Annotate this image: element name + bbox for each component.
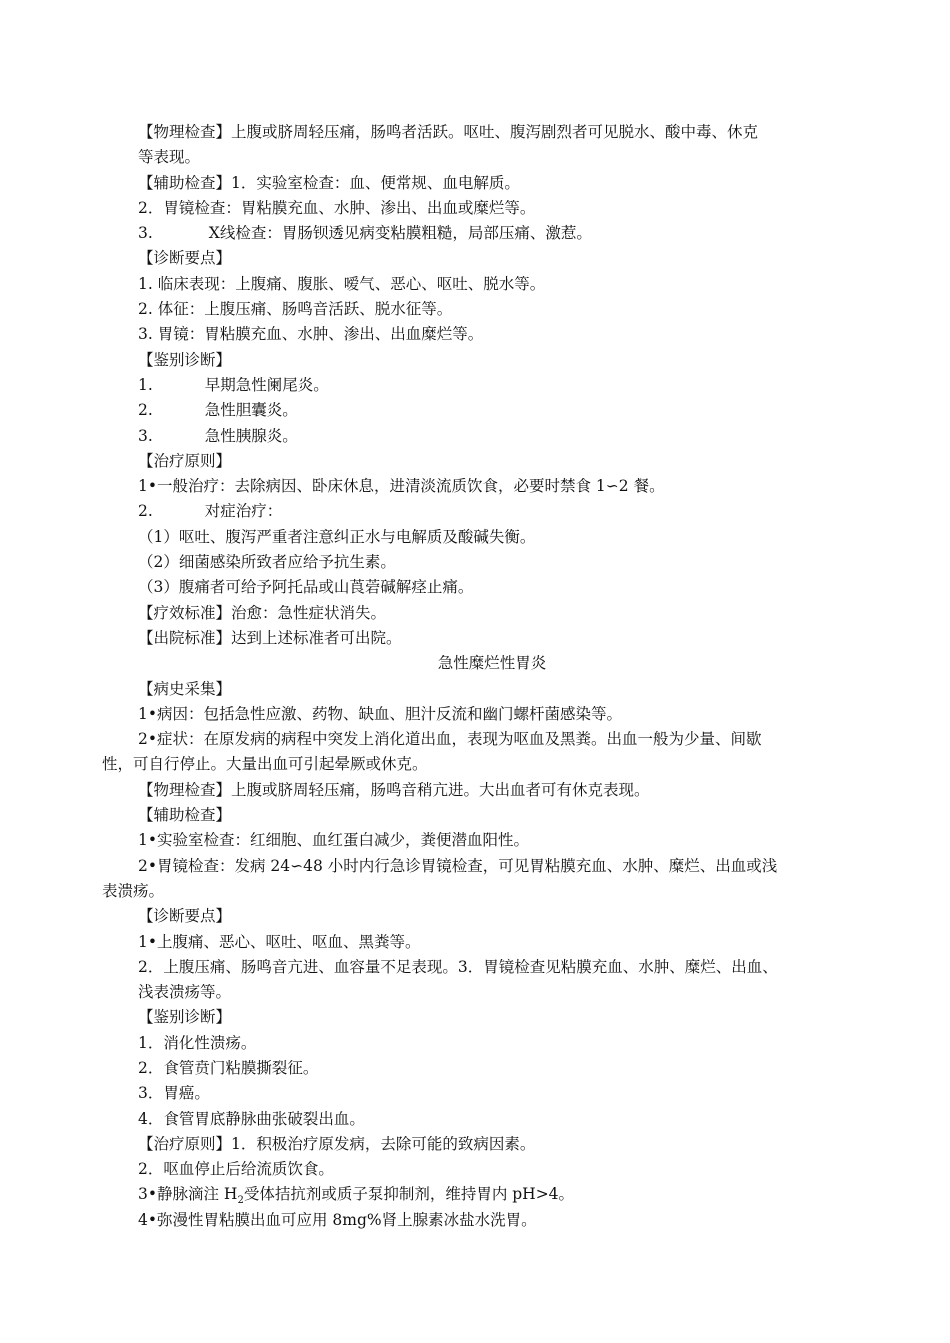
discharge-standard: 【出院标准】达到上述标准者可出院。 (138, 628, 402, 647)
differential-item-2 (102, 398, 882, 423)
differential2-item-1: 1．消化性溃疡。 (138, 1033, 257, 1052)
treatment-item-1: 1•一般治疗：去除病因、卧床休息，进清淡流质饮食，必要时禁食 1∽2 餐。 (138, 477, 665, 496)
treatment2-item-3 (102, 1182, 882, 1207)
physical-exam-line: 【物理检查】上腹或脐周轻压痛，肠鸣者活跃。呕吐、腹泻剧烈者可见脱水、酸中毒、休克 (138, 123, 759, 141)
treatment-heading: 【治疗原则】 (138, 451, 232, 470)
treatment-sub-2: （2）细菌感染所致者应给予抗生素。 (138, 553, 396, 572)
xray-number: 3. (138, 224, 153, 243)
item-text: 早期急性阑尾炎。 (204, 375, 329, 394)
diagnosis-item-3: 3. 胃镜：胃粘膜充血、水肿、渗出、出血糜烂等。 (138, 325, 484, 344)
xray-text: X线检查：胃肠钡透见病变粘膜粗糙，局部压痛、激惹。 (208, 224, 592, 243)
auxiliary-exam-line: 【辅助检查】1．实验室检查：血、便常规、血电解质。 (138, 173, 520, 192)
history-symptom: 2•症状：在原发病的病程中突发上消化道出血，表现为呕血及黑粪。出血一般为少量、间歇 (138, 730, 762, 749)
lab-exam-line: 1•实验室检查：红细胞、血红蛋白减少，粪便潜血阳性。 (138, 831, 530, 850)
history-heading: 【病史采集】 (138, 679, 232, 698)
xray-line (102, 221, 882, 246)
history-symptom-cont: 性，可自行停止。大量出血可引起晕厥或休克。 (102, 755, 428, 774)
subscript: 2 (237, 1195, 244, 1207)
diagnosis-item-1: 1. 临床表现：上腹痛、腹胀、嗳气、恶心、呕吐、脱水等。 (138, 274, 546, 293)
treatment-sub-3: （3）腹痛者可给予阿托品或山莨菪碱解痉止痛。 (138, 578, 474, 597)
item-text: 对症治疗： (204, 502, 283, 521)
gastroscopy-line-2: 2•胃镜检查：发病 24∽48 小时内行急诊胃镜检查，可见胃粘膜充血、水肿、糜烂、出血或浅 (138, 856, 778, 875)
diagnosis2-item-2-cont: 浅表溃疡等。 (138, 983, 232, 1002)
item-text-a: 3•静脉滴注 H (138, 1185, 238, 1204)
treatment2-item-4: 4•弥漫性胃粘膜出血可应用 8mg%肾上腺素冰盐水洗胃。 (138, 1210, 537, 1229)
gastroscopy-line: 2．胃镜检查：胃粘膜充血、水肿、渗出、出血或糜烂等。 (138, 198, 536, 217)
diagnosis2-item-2: 2．上腹压痛、肠鸣音亢进、血容量不足表现。3．胃镜检查见粘膜充血、水肿、糜烂、出血、 (138, 957, 778, 976)
section-title: 急性糜烂性胃炎 (437, 654, 547, 673)
differential-item-3 (102, 424, 882, 449)
treatment2-item-2: 2．呕血停止后给流质饮食。 (138, 1160, 334, 1179)
diagnosis2-item-1: 1•上腹痛、恶心、呕吐、呕血、黑粪等。 (138, 932, 421, 951)
differential2-item-3: 3．胃癌。 (138, 1084, 210, 1103)
treatment-sub-1: （1）呕吐、腹泻严重者注意纠正水与电解质及酸碱失衡。 (138, 527, 536, 546)
item-number: 3. (138, 426, 153, 445)
history-cause: 1•病因：包括急性应激、药物、缺血、胆汁反流和幽门螺杆菌感染等。 (138, 704, 623, 723)
differential-heading: 【鉴别诊断】 (138, 350, 232, 369)
item-text: 急性胆囊炎。 (204, 401, 298, 420)
diagnosis-heading-2: 【诊断要点】 (138, 907, 232, 926)
physical-exam-line-2: 【物理检查】上腹或脐周轻压痛，肠鸣音稍亢进。大出血者可有休克表现。 (138, 780, 650, 799)
item-text: 急性胰腺炎。 (204, 426, 298, 445)
gastroscopy-line-2-cont: 表溃疡。 (102, 881, 165, 900)
item-number: 2. (138, 401, 153, 420)
item-number: 1. (138, 375, 153, 394)
diagnosis-heading: 【诊断要点】 (138, 249, 232, 268)
auxiliary-heading-2: 【辅助检查】 (138, 806, 232, 825)
document-body (102, 120, 882, 1233)
treatment-heading-2: 【治疗原则】1．积极治疗原发病，去除可能的致病因素。 (138, 1134, 536, 1153)
differential-item-1 (102, 373, 882, 398)
treatment-item-2 (102, 499, 882, 524)
differential-heading-2: 【鉴别诊断】 (138, 1008, 232, 1027)
differential2-item-4: 4．食管胃底静脉曲张破裂出血。 (138, 1109, 365, 1128)
physical-exam-line-cont: 等表现。 (138, 148, 201, 167)
differential2-item-2: 2．食管贲门粘膜撕裂征。 (138, 1058, 319, 1077)
item-text-b: 受体拮抗剂或质子泵抑制剂，维持胃内 pH>4。 (243, 1185, 575, 1204)
diagnosis-item-2: 2. 体征：上腹压痛、肠鸣音活跃、脱水征等。 (138, 300, 453, 319)
efficacy-standard: 【疗效标准】治愈：急性症状消失。 (138, 603, 387, 622)
item-number: 2. (138, 502, 153, 521)
